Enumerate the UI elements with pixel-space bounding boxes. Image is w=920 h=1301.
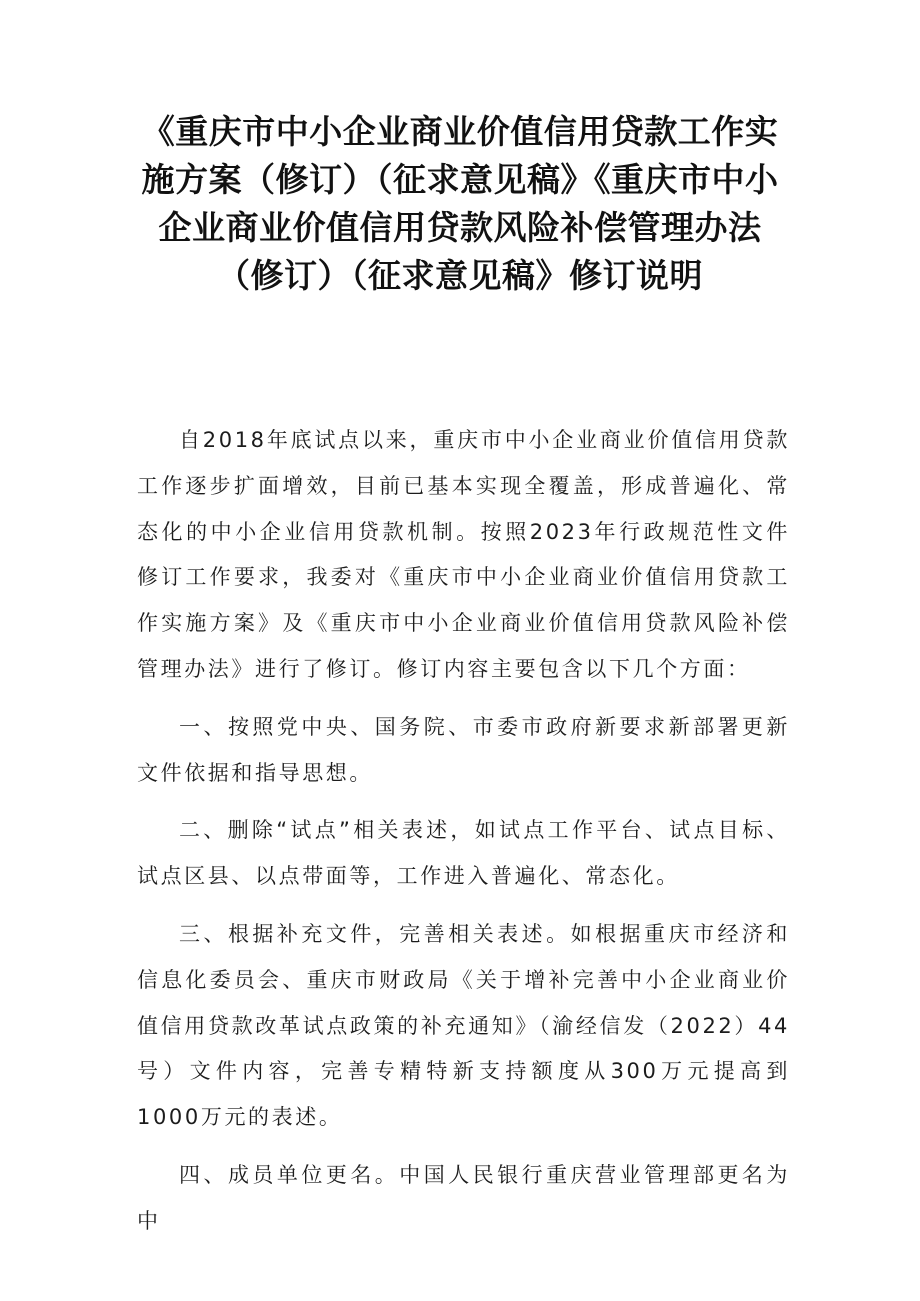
revision-item-2: 二、删除“试点”相关表述，如试点工作平台、试点目标、试点区县、以点带面等，工作进入普遍化、常态化。: [137, 818, 790, 889]
document-title: 《重庆市中小企业商业价值信用贷款工作实施方案（修订）（征求意见稿》《重庆市中小企业商业价值信用贷款风险补偿管理办法（修订）（征求意见稿》修订说明: [141, 112, 779, 295]
revision-item-3: 三、根据补充文件，完善相关表述。如根据重庆市经济和信息化委员会、重庆市财政局《关于增补完善中小企业商业价值信用贷款改革试点政策的补充通知》（渝经信发（2022）44号）文件内容，完善专精特新支持额度从300万元提高到1000万元的表述。: [137, 921, 790, 1130]
document-body: [137, 418, 790, 1257]
revision-item-1: 一、按照党中央、国务院、市委市政府新要求新部署更新文件依据和指导思想。: [137, 714, 790, 785]
intro-paragraph: 自2018年底试点以来，重庆市中小企业商业价值信用贷款工作逐步扩面增效，目前已基本实现全覆盖，形成普遍化、常态化的中小企业信用贷款机制。按照2023年行政规范性文件修订工作要求，我委对《重庆市中小企业商业价值信用贷款工作实施方案》及《重庆市中小企业商业价值信用贷款风险补偿管理办法》进行了修订。修订内容主要包含以下几个方面：: [137, 428, 790, 681]
revision-item-4: 四、成员单位更名。中国人民银行重庆营业管理部更名为中: [137, 1162, 790, 1233]
